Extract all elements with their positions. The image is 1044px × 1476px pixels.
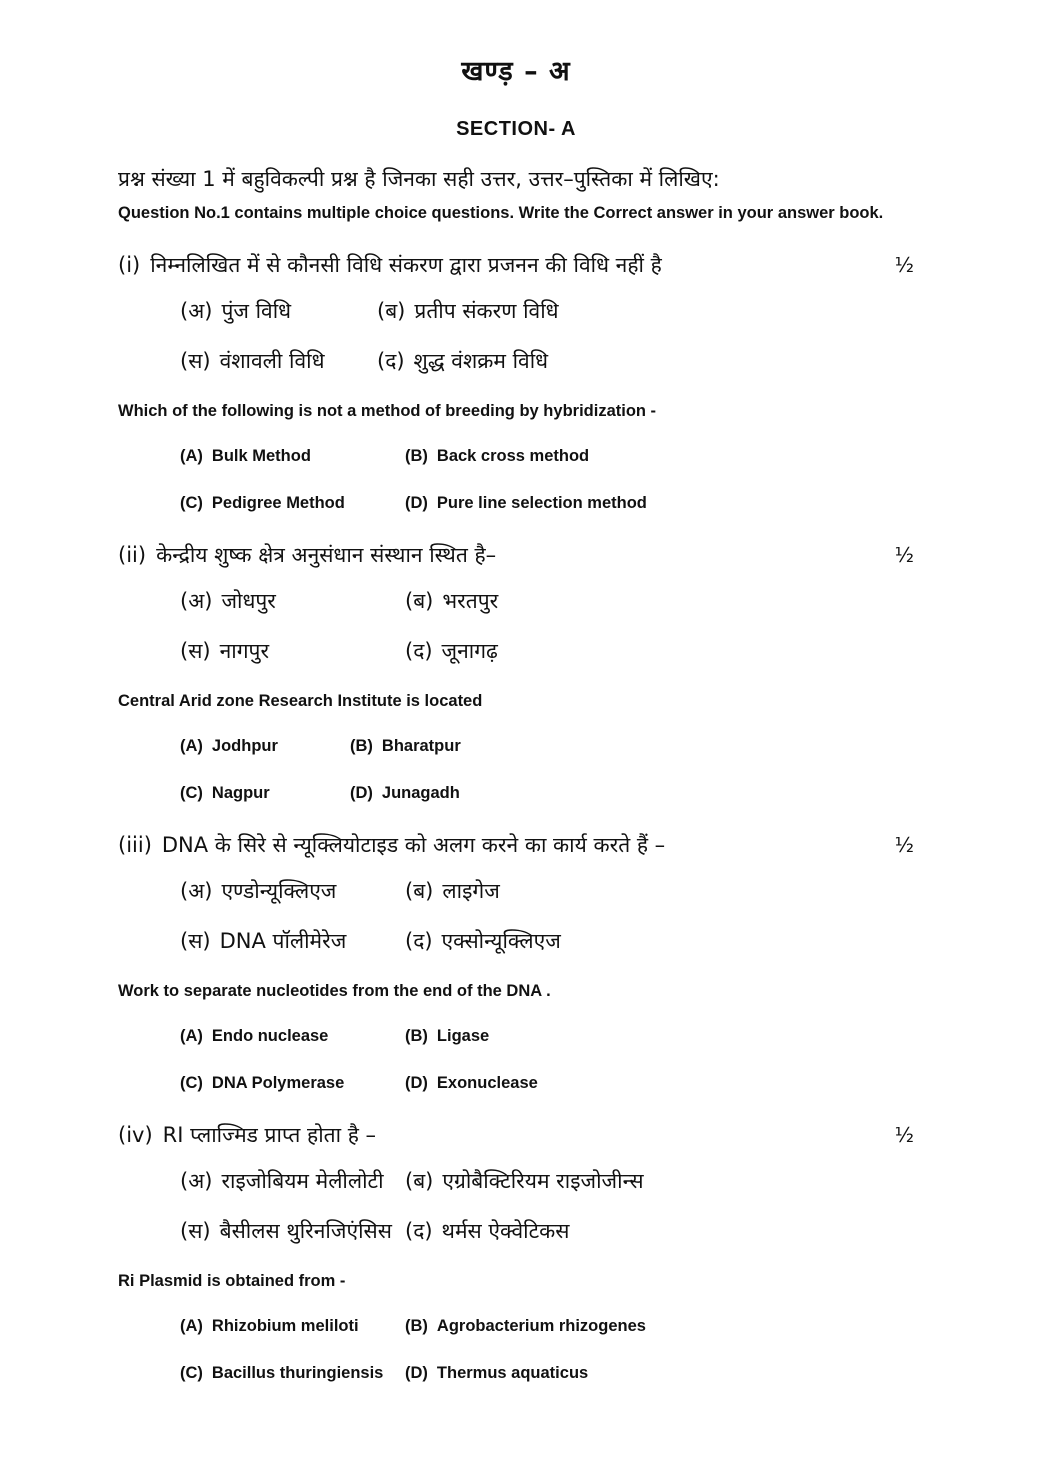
question-stem-english: Central Arid zone Research Institute is located [118,692,483,710]
question-stem-hindi [118,830,914,860]
option-text: DNA पॉलीमेरेज [219,929,347,953]
option-label: (द) [377,349,405,373]
option-text: Pedigree Method [211,494,345,512]
question-text-hindi: केन्द्रीय शुष्क क्षेत्र अनुसंधान संस्थान स्थित है– [156,543,497,567]
option-text: Bacillus thuringiensis [211,1364,384,1382]
question-marks: ½ [894,543,914,567]
option-label: (C) [180,784,203,802]
options-hindi [180,876,914,956]
options-hindi [180,586,914,666]
option-item [180,346,377,376]
option-item [405,926,914,956]
option-text: Endo nuclease [211,1027,329,1045]
option-item [405,1073,914,1094]
option-text: एक्सोन्यूक्लिएज [441,929,561,953]
option-text: Nagpur [211,784,270,802]
option-label: (D) [350,784,373,802]
option-item [405,446,914,467]
option-label: (स) [180,1219,211,1243]
option-item [405,1316,914,1337]
option-item [405,876,914,906]
option-text: बैसीलस थुरिनजिएंसिस [219,1219,392,1243]
option-text: Jodhpur [211,737,278,755]
option-item [180,736,350,757]
option-label: (B) [350,737,373,755]
option-text: जोधपुर [221,589,276,613]
option-label: (B) [405,447,428,465]
question-block-iv [118,1120,914,1384]
question-text-hindi: DNA के सिरे से न्यूक्लियोटाइड को अलग करने का कार्य करते हैं – [161,833,666,857]
section-title-hindi: खण्ड़ – अ [461,56,571,87]
option-label: (C) [180,1364,203,1382]
option-text: Thermus aquaticus [436,1364,589,1382]
option-label: (अ) [180,879,213,903]
question-marks: ½ [894,253,914,277]
option-label: (A) [180,1317,203,1335]
option-label: (D) [405,1364,428,1382]
option-text: लाइगेज [442,879,500,903]
option-text: Pure line selection method [436,494,647,512]
option-text: Agrobacterium rhizogenes [436,1317,646,1335]
question-block-iii [118,830,914,1094]
option-item [350,783,914,804]
option-label: (अ) [180,299,213,323]
question-stem-hindi [118,250,914,280]
option-item [405,1216,914,1246]
options-english [180,736,914,804]
option-label: (स) [180,349,211,373]
option-text: Back cross method [436,447,590,465]
option-text: वंशावली विधि [219,349,325,373]
option-item [180,783,350,804]
option-text: शुद्ध वंशक्रम विधि [413,349,549,373]
instruction-english: Question No.1 contains multiple choice questions. Write the Correct answer in your answer book. [118,204,884,222]
option-label: (अ) [180,589,213,613]
question-number: (i) [118,253,141,277]
option-text: Bharatpur [381,737,461,755]
option-item [405,493,914,514]
option-text: Bulk Method [211,447,311,465]
options-hindi [180,1166,914,1246]
option-item [405,586,914,616]
option-label: (स) [180,929,211,953]
question-stem-english: Which of the following is not a method of breeding by hybridization - [118,402,657,420]
question-block-ii [118,540,914,804]
option-item [180,876,405,906]
question-stem-english: Ri Plasmid is obtained from - [118,1272,346,1290]
option-label: (C) [180,1074,203,1092]
question-number: (iii) [118,833,152,857]
option-item [377,296,914,326]
options-english [180,1316,914,1384]
option-text: नागपुर [219,639,270,663]
option-label: (द) [405,929,433,953]
option-label: (स) [180,639,211,663]
option-item [180,926,405,956]
option-label: (A) [180,737,203,755]
option-item [180,296,377,326]
option-item [350,736,914,757]
options-english [180,446,914,514]
option-label: (A) [180,1027,203,1045]
option-item [405,636,914,666]
question-text-hindi: RI प्लाज्मिड प्राप्त होता है – [162,1123,377,1147]
option-item [180,1073,405,1094]
instruction-hindi: प्रश्न संख्या 1 में बहुविकल्पी प्रश्न है जिनका सही उत्तर, उत्तर–पुस्तिका में लिखिए: [118,167,720,191]
option-text: एग्रोबैक्टिरियम राइजोजीन्स [442,1169,644,1193]
option-item [180,1363,405,1384]
option-item [180,636,405,666]
question-stem-english: Work to separate nucleotides from the end of the DNA . [118,982,551,1000]
option-text: Exonuclease [436,1074,538,1092]
option-item [180,1216,405,1246]
option-item [180,1316,405,1337]
question-stem-hindi [118,540,914,570]
option-item [180,446,405,467]
option-label: (A) [180,447,203,465]
options-english [180,1026,914,1094]
option-text: प्रतीप संकरण विधि [414,299,559,323]
option-text: Ligase [436,1027,490,1045]
option-label: (C) [180,494,203,512]
option-text: राइजोबियम मेलीलोटी [221,1169,384,1193]
option-item [180,1026,405,1047]
option-item [180,493,405,514]
option-item [377,346,914,376]
option-text: Junagadh [381,784,460,802]
option-label: (ब) [405,589,434,613]
option-label: (ब) [377,299,406,323]
option-item [405,1363,914,1384]
question-text-hindi: निम्नलिखित में से कौनसी विधि संकरण द्वारा प्रजनन की विधि नहीं है [150,253,662,277]
options-hindi [180,296,914,376]
option-text: जूनागढ़ [441,639,498,663]
question-number: (iv) [118,1123,153,1147]
option-label: (ब) [405,879,434,903]
option-item [180,1166,405,1196]
option-text: भरतपुर [442,589,499,613]
section-title-english: SECTION- A [456,118,576,140]
question-stem-hindi [118,1120,914,1150]
option-label: (द) [405,1219,433,1243]
option-item [405,1166,914,1196]
option-text: Rhizobium meliloti [211,1317,359,1335]
option-text: पुंज विधि [221,299,292,323]
option-text: एण्डोन्यूक्लिएज [221,879,337,903]
option-label: (B) [405,1317,428,1335]
question-marks: ½ [894,833,914,857]
option-label: (B) [405,1027,428,1045]
option-label: (अ) [180,1169,213,1193]
question-marks: ½ [894,1123,914,1147]
option-label: (D) [405,1074,428,1092]
option-text: थर्मस ऐक्वेटिकस [441,1219,570,1243]
question-block-i [118,250,914,514]
option-item [180,586,405,616]
option-text: DNA Polymerase [211,1074,345,1092]
question-number: (ii) [118,543,147,567]
option-label: (ब) [405,1169,434,1193]
option-label: (D) [405,494,428,512]
option-item [405,1026,914,1047]
option-label: (द) [405,639,433,663]
